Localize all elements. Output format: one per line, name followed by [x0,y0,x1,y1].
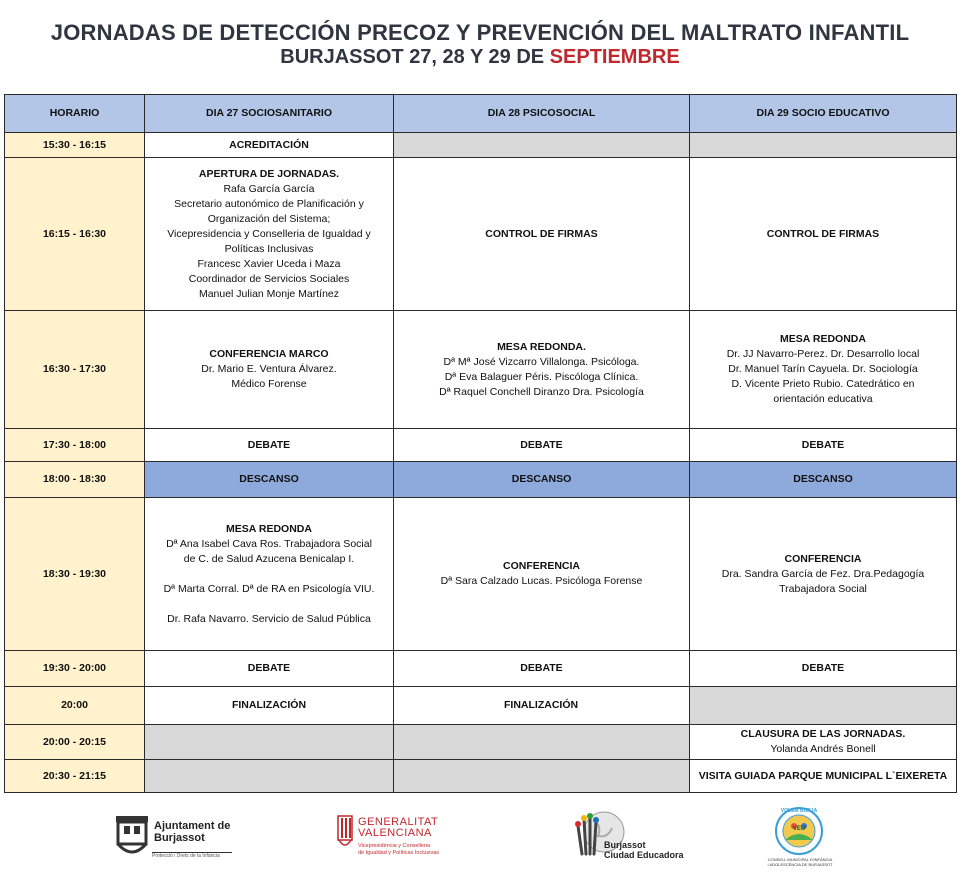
session-cell [145,498,394,651]
ciudad-educadora-logo [568,804,698,866]
session-cell: FINALIZACIÓN [145,687,394,725]
empty-cell [394,725,690,760]
session-title: CONFERENCIA [502,560,580,572]
page-title: JORNADAS DE DETECCIÓN PRECOZ Y PREVENCIÓN DEL MALTRATO INFANTIL [50,20,910,45]
logo-subtext: CONSELL MUNICIPAL D'INFÀNCIA [767,857,833,862]
session-cell: DESCANSO [145,462,394,498]
session-line: Francesc Xavier Uceda i Maza [197,257,341,270]
schedule-table [4,94,957,793]
session-cell: VISITA GUIADA PARQUE MUNICIPAL L`EIXERETA [690,760,957,793]
subtitle-dates: BURJASSOT 27, 28 Y 29 DE [280,46,545,68]
logo-text: VEU [792,826,806,832]
session-line: Dª Mª José Vizcarro Villalonga. Psicóloga. [443,355,640,368]
session-cell: ACREDITACIÓN [145,133,394,158]
page-subtitle [0,46,960,69]
session-line: Dª Raquel Conchell Diranzo Dra. Psicología [439,385,644,398]
session-cell: DEBATE [145,651,394,687]
session-cell: DEBATE [690,651,957,687]
logo-text: Ciudad Educadora [604,850,684,860]
subtitle-month: SEPTIEMBRE [549,46,680,68]
logo-text: VALENCIANA [358,827,432,839]
table-row [5,498,957,651]
logo-text: Ajuntament de [154,820,231,832]
session-cell [394,311,690,429]
header-day-29: DIA 29 SOCIO EDUCATIVO [690,95,957,133]
session-title: CONFERENCIA [784,552,862,565]
session-cell [690,498,957,651]
table-row [5,651,957,687]
session-cell [690,311,957,429]
session-cell: DESCANSO [690,462,957,498]
session-line: Secretario autonómico de Planificación y [174,197,364,210]
session-line: Dr. JJ Navarro-Perez. Dr. Desarrollo local [726,348,920,360]
table-row [5,429,957,462]
time-cell: 18:30 - 19:30 [5,498,145,651]
session-title: CLAUSURA DE LAS JORNADAS. [740,728,906,740]
time-cell: 20:00 - 20:15 [5,725,145,760]
session-title: CONFERENCIA MARCO [209,348,329,360]
sponsor-logos [0,800,960,887]
table-row [5,760,957,793]
session-line: Políticas Inclusivas [224,242,314,255]
session-line: Trabajadora Social [779,582,867,595]
header-day-27: DIA 27 SOCIOSANITARIO [145,95,394,133]
session-line: Dª Ana Isabel Cava Ros. Trabajadora Social [166,537,372,550]
castle-shield-icon [112,814,152,860]
session-cell: DEBATE [690,429,957,462]
ajuntament-burjassot-logo [112,814,232,864]
session-line: Dr. Manuel Tarín Cayuela. Dr. Sociología [728,363,918,375]
session-title: MESA REDONDA [226,522,312,535]
table-row [5,133,957,158]
session-cell [394,498,690,651]
logo-text: VOLEM BURJA [780,808,818,814]
logo-subtext: Vicepresidència y Conselleria [358,843,431,849]
session-line: Dr. Mario E. Ventura Álvarez. [201,363,337,375]
empty-cell [394,760,690,793]
time-cell: 15:30 - 16:15 [5,133,145,158]
session-line: Dª Sara Calzado Lucas. Psicóloga Forense [440,575,643,587]
consell-infancia-logo [752,802,852,867]
session-cell: DESCANSO [394,462,690,498]
session-line: Organización del Sistema; [207,212,331,225]
table-row [5,687,957,725]
session-cell: FINALIZACIÓN [394,687,690,725]
session-title: MESA REDONDA [780,333,866,345]
logo-text: GENERALITAT [358,816,439,828]
header-day-28: DIA 28 PSICOSOCIAL [394,95,690,133]
empty-cell [690,133,957,158]
gva-crest-icon [336,812,354,852]
time-cell: 18:00 - 18:30 [5,462,145,498]
session-line: Rafa García García [223,182,315,195]
time-cell: 19:30 - 20:00 [5,651,145,687]
table-row [5,311,957,429]
time-cell: 16:30 - 17:30 [5,311,145,429]
session-cell: DEBATE [145,429,394,462]
session-line: Dra. Sandra García de Fez. Dra.Pedagogía [721,567,925,580]
session-cell [145,311,394,429]
logo-subtext: Protecció i Drets de la Infància [152,852,232,859]
session-cell [690,725,957,760]
time-cell: 16:15 - 16:30 [5,158,145,311]
session-title: MESA REDONDA. [497,340,586,353]
session-cell: CONTROL DE FIRMAS [394,158,690,311]
empty-cell [394,133,690,158]
session-line: Médico Forense [231,378,307,390]
table-row [5,725,957,760]
session-cell: CONTROL DE FIRMAS [690,158,957,311]
session-line: Vicepresidencia y Conselleria de Igualdad y [167,227,371,240]
session-line: Dr. Rafa Navarro. Servicio de Salud Pública [167,612,371,625]
session-cell: DEBATE [394,429,690,462]
empty-cell [690,687,957,725]
session-line: D. Vicente Prieto Rubio. Catedrático en [731,378,915,390]
time-cell: 17:30 - 18:00 [5,429,145,462]
session-line: orientación educativa [773,393,873,405]
session-cell [145,158,394,311]
session-cell: DEBATE [394,651,690,687]
logo-text: Burjassot [154,832,205,844]
time-cell: 20:00 [5,687,145,725]
table-row [5,158,957,311]
session-line: Yolanda Andrés Bonell [770,743,876,755]
logo-subtext: de Igualdad y Políticas Inclusivas [358,850,440,856]
generalitat-valenciana-logo [336,812,461,868]
session-line: Dª Marta Corral. Dª de RA en Psicología VIU. [163,582,375,595]
header-row [5,95,957,133]
table-row [5,462,957,498]
session-line: Coordinador de Servicios Sociales [188,272,350,285]
logo-subtext: I ADOLESCÈNCIA DE BURJASSOT [767,862,833,867]
logo-text: Burjassot [604,840,646,850]
session-line: de C. de Salud Azucena Benicalap I. [183,552,355,565]
session-line: Manuel Julian Monje Martínez [198,287,340,300]
empty-cell [145,725,394,760]
session-line: Dª Eva Balaguer Péris. Piscóloga Clínica. [444,370,639,383]
session-title: APERTURA DE JORNADAS. [198,167,340,180]
empty-cell [145,760,394,793]
header-horario: HORARIO [5,95,145,133]
time-cell: 20:30 - 21:15 [5,760,145,793]
